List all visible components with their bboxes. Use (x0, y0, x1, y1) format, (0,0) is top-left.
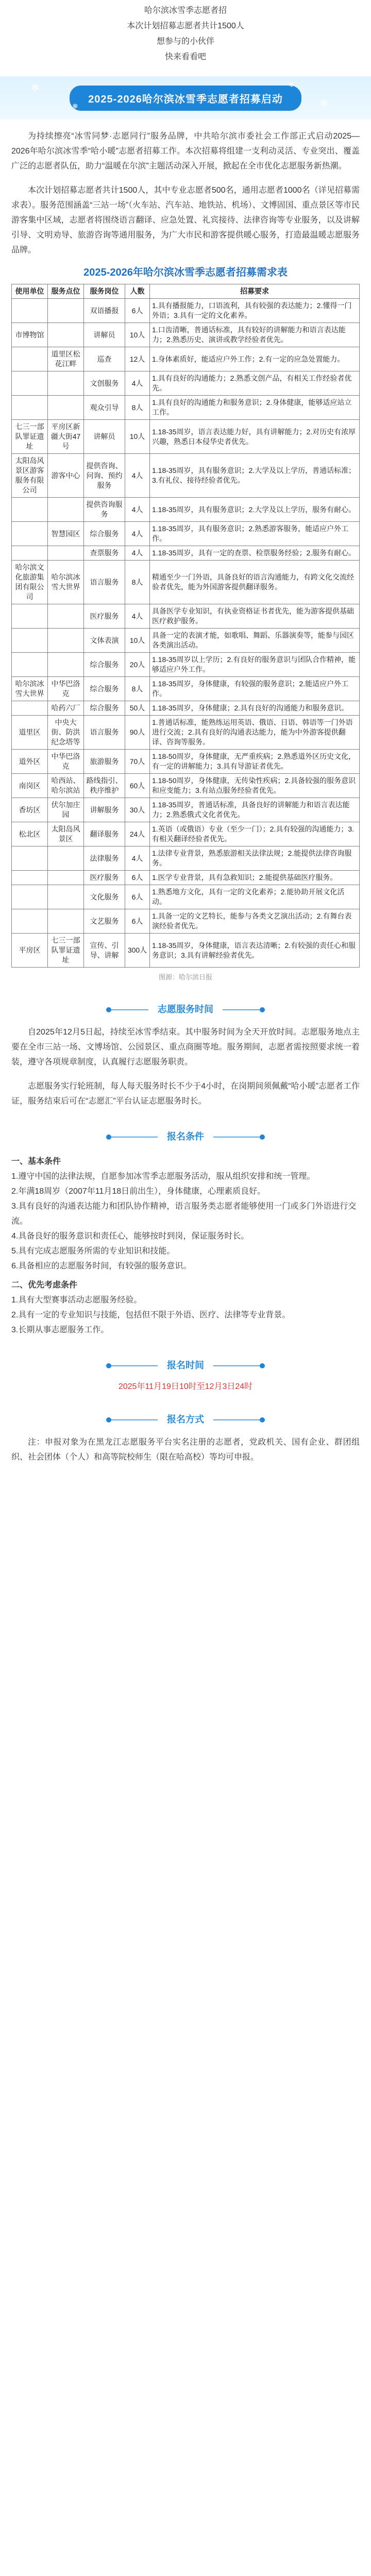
table-cell-post: 综合服务 (84, 701, 125, 716)
table-cell-unit: 哈尔滨文化旅游集团有限公司 (12, 561, 48, 604)
table-cell-point: 七三一部队罪证遗址 (48, 934, 84, 968)
table-cell-unit: 香坊区 (12, 798, 48, 822)
table-cell-count: 30人 (125, 798, 150, 822)
table-row (12, 716, 360, 750)
table-row (12, 677, 360, 701)
table-cell-unit (12, 871, 48, 885)
table-cell-unit: 太阳岛风景区游客服务有限公司 (12, 454, 48, 498)
list-item: 5.具有完成志愿服务所需的专业知识和技能。 (11, 1247, 175, 1256)
table-cell-req: 精通至少一门外语，具备良好的语言沟通能力，有跨文化交流经验者优先，能为外国游客提供翻译服务。 (150, 561, 360, 604)
table-cell-req: 1.18-50周岁，身体健康，无严重疾病；2.熟悉道外区历史文化，有一定的讲解能力；3.具有导游证者优先。 (150, 750, 360, 774)
table-cell-unit: 平房区 (12, 934, 48, 968)
table-cell-point: 哈药六厂 (48, 701, 84, 716)
table-cell-req: 1.具有播报能力，口语流利，具有较强的表达能力；2.懂得一门外语；3.具有一定的文化素养。 (150, 299, 360, 323)
table-cell-unit (12, 347, 48, 371)
table-cell-req: 1.熟悉地方文化，具有一定的文化素养；2.能协助开展文化活动。 (150, 885, 360, 909)
table-cell-post: 讲解服务 (84, 798, 125, 822)
table-cell-req: 1.18-35周岁，身体健康，有较强的服务意识；2.能适应户外工作。 (150, 677, 360, 701)
table-cell-req: 1.英语（或俄语）专业（至少一门）；2.具有较强的沟通能力；3.有相关翻译经验者优先。 (150, 822, 360, 846)
paragraph: 本次计划招募志愿者共计1500人，其中专业志愿者500名，通用志愿者1000名（详见招募需求表）。服务范围涵盖“三站一场”（火车站、汽车站、地铁站、机场）、文博固国、重点景区等市民游客集中区域，志愿者将围绕语言翻译、应急处置、礼宾接待、法律咨询等专业服务，以及讲解引导、文明劝导、旅游咨询等通用服务，为广大市民和游客提供暖心服务，打造最温暖志愿服务品牌。 (11, 186, 360, 255)
table-row (12, 546, 360, 561)
table-cell-req: 1.身体素质好，能适应户外工作；2.有一定的应急处置能力。 (150, 347, 360, 371)
table-cell-point (48, 604, 84, 629)
table-cell-unit: 七三一部队罪证遗址 (12, 420, 48, 454)
table-cell-post: 宣传、引导、讲解 (84, 934, 125, 968)
table-row (12, 871, 360, 885)
table-cell-req: 1.具有良好的沟通能力；2.熟悉文创产品，有相关工作经验者优先。 (150, 371, 360, 396)
table-row (12, 701, 360, 716)
table-cell-point: 伏尔加庄园 (48, 798, 84, 822)
table-cell-point (48, 629, 84, 653)
intro-line: 本次计划招募志愿者共计1500人 (127, 22, 244, 30)
table-cell-count: 4人 (125, 522, 150, 546)
table-cell-point: 平房区新疆大街47号 (48, 420, 84, 454)
table-cell-unit (12, 846, 48, 871)
paragraph: 为持续擦亮“冰雪同梦·志愿同行”服务品牌，中共哈尔滨市委社会工作部正式启动2025—2026年哈尔滨冰雪季“哈小暖”志愿者招募工作。本次招募将组建一支利动灵活、专业突出、覆盖广泛的志愿者队伍，助力“温暖在尔滨”主题活动深入开展，掀起在全市优化志愿服务新热潮。 (11, 132, 360, 171)
section-header-time (108, 1002, 263, 1015)
table-cell-unit: 南岗区 (12, 774, 48, 798)
section-title: 报名方式 (158, 1412, 213, 1426)
table-row (12, 561, 360, 604)
table-cell-count: 6人 (125, 885, 150, 909)
table-cell-count: 10人 (125, 323, 150, 347)
table-cell-post: 文艺服务 (84, 909, 125, 934)
table-cell-req: 1.具备一定的文艺特长，能参与各类文艺演出活动；2.有舞台表演经验者优先。 (150, 909, 360, 934)
section-header-conditions (108, 1129, 263, 1143)
table-cell-count: 4人 (125, 546, 150, 561)
table-cell-unit (12, 546, 48, 561)
table-row (12, 798, 360, 822)
table-cell-unit (12, 396, 48, 420)
table-cell-count: 8人 (125, 396, 150, 420)
table-cell-count: 90人 (125, 716, 150, 750)
table-cell-req: 1.18-35周岁，身体健康，语言表达清晰；2.有较强的责任心和服务意识；3.具有讲解经验者优先。 (150, 934, 360, 968)
table-cell-req: 1.18-35周岁，具有服务意识；2.大学及以上学历，服务有耐心。 (150, 498, 360, 522)
conditions-list (0, 1143, 371, 1337)
table-cell-post: 文创服务 (84, 371, 125, 396)
table-cell-req: 1.普通话标准，能熟练运用英语、俄语、日语、韩语等一门外语进行交流；2.具有良好的沟通表达能力，能为中外游客提供翻译、咨询等服务。 (150, 716, 360, 750)
intro-line: 想参与的小伙伴 (156, 37, 214, 46)
table-cell-count: 6人 (125, 909, 150, 934)
table-row (12, 750, 360, 774)
table-row (12, 934, 360, 968)
table-row (12, 909, 360, 934)
table-row (12, 653, 360, 677)
table-cell-point: 智慧园区 (48, 522, 84, 546)
table-cell-point: 道里区松花江畔 (48, 347, 84, 371)
table-cell-post: 路线指引、秩序维护 (84, 774, 125, 798)
table-cell-req: 1.18-35周岁，普通话标准，具备良好的讲解能力和语言表达能力；2.熟悉俄式文化者优先。 (150, 798, 360, 822)
table-cell-req: 具备医学专业知识，有执业资格证书者优先，能为游客提供基础医疗救护服务。 (150, 604, 360, 629)
table-cell-point: 中央大街、防洪纪念塔等 (48, 716, 84, 750)
hero-banner (0, 76, 371, 120)
table-cell-count: 10人 (125, 420, 150, 454)
table-cell-count: 4人 (125, 604, 150, 629)
image-caption: 图源：哈尔滨日报 (158, 973, 212, 981)
table-cell-unit (12, 909, 48, 934)
section-header-reg-time (108, 1358, 263, 1371)
table-cell-req: 1.18-50周岁，身体健康，无传染性疾病；2.具备较强的服务意识和应变能力；3.有站点服务经验者优先。 (150, 774, 360, 798)
table-cell-post: 翻译服务 (84, 822, 125, 846)
list-item: 6.具备相应的志愿服务时间，有较强的服务意识。 (11, 1262, 192, 1270)
table-header-cell: 服务岗位 (84, 284, 125, 299)
table-cell-req: 1.18-35周岁以上学历；2.有良好的服务意识与团队合作精神，能够适应户外工作。 (150, 653, 360, 677)
table-cell-req: 1.18-35周岁，具有服务意识；2.大学及以上学历，普通话标准；3.有礼仪、接待经验者优先。 (150, 454, 360, 498)
table-row (12, 454, 360, 498)
table-cell-count: 12人 (125, 347, 150, 371)
table-cell-point (48, 299, 84, 323)
section-header-reg-method (108, 1412, 263, 1426)
table-cell-unit (12, 885, 48, 909)
table-cell-post: 医疗服务 (84, 604, 125, 629)
snowflake-icon: ❄ (31, 82, 40, 94)
table-cell-count: 60人 (125, 774, 150, 798)
table-cell-req: 1.医学专业背景，具有急救知识；2.能提供基础医疗服务。 (150, 871, 360, 885)
table-cell-count: 6人 (125, 871, 150, 885)
table-cell-point (48, 653, 84, 677)
snowflake-icon: ❄ (72, 102, 78, 110)
table-cell-post: 文体表演 (84, 629, 125, 653)
table-cell-unit (12, 522, 48, 546)
registration-date: 2025年11月19日10时至12月3日24时 (118, 1382, 253, 1391)
table-cell-post: 综合服务 (84, 653, 125, 677)
table-row (12, 885, 360, 909)
table-cell-unit: 道外区 (12, 750, 48, 774)
table-cell-count: 8人 (125, 561, 150, 604)
list-item: 4.具备良好的服务意识和责任心，能够按时到岗，保证服务时长。 (11, 1232, 249, 1241)
table-cell-unit (12, 653, 48, 677)
table-row (12, 629, 360, 653)
table-cell-post: 语言服务 (84, 561, 125, 604)
table-row (12, 774, 360, 798)
table-cell-req: 1.18-35周岁，身体健康；2.具有良好的沟通能力和服务意识。 (150, 701, 360, 716)
snowflake-icon: ❄ (319, 98, 328, 109)
table-header-row (12, 284, 360, 299)
table-row (12, 846, 360, 871)
list-item: 3.具有良好的沟通表达能力和团队协作精神，语言服务类志愿者能够使用一门或多门外语进行交流。 (11, 1202, 357, 1226)
table-cell-req: 1.18-35周岁，具有一定的查票、检票服务经验；2.服务有耐心。 (150, 546, 360, 561)
section-title: 志愿服务时间 (148, 1002, 223, 1015)
paragraph: 志愿服务实行轮班制，每人每天服务时长不少于4小时，在岗期间须佩戴“哈小暖”志愿者工作证，服务结束后可在“志愿汇”平台认证志愿服务时长。 (11, 1082, 360, 1106)
table-cell-post: 语言服务 (84, 716, 125, 750)
table-cell-point (48, 909, 84, 934)
table-row (12, 371, 360, 396)
table-header-cell: 服务点位 (48, 284, 84, 299)
section-title: 报名时间 (158, 1358, 213, 1371)
table-cell-post: 医疗服务 (84, 871, 125, 885)
table-cell-count: 70人 (125, 750, 150, 774)
intro-line: 哈尔滨冰雪季志愿者招 (144, 6, 227, 15)
table-row (12, 347, 360, 371)
list-item: 1.遵守中国的法律法规，自愿参加冰雪季志愿服务活动，服从组织安排和统一管理。 (11, 1172, 315, 1181)
table-cell-point (48, 846, 84, 871)
table-body (12, 299, 360, 968)
table-cell-post: 讲解员 (84, 420, 125, 454)
table-cell-post: 查票服务 (84, 546, 125, 561)
table-cell-point: 太阳岛风景区 (48, 822, 84, 846)
table-cell-count: 24人 (125, 822, 150, 846)
table-cell-count: 20人 (125, 653, 150, 677)
table-row (12, 420, 360, 454)
list-item: 2.具有一定的专业知识与技能，包括但不限于外语、医疗、法律等专业背景。 (11, 1311, 291, 1319)
table-cell-count: 300人 (125, 934, 150, 968)
table-cell-count: 4人 (125, 846, 150, 871)
table-cell-req: 1.口齿清晰，普通话标准，具有较好的讲解能力和语言表达能力；2.熟悉历史、演讲或教学经验者优先。 (150, 323, 360, 347)
table-cell-unit (12, 629, 48, 653)
paragraph: 自2025年12月5日起，持续至冰雪季结束。其中服务时间为全天开放时间。志愿服务地点主要在全市三站一场、文博场馆、公园景区、重点商圈等地。服务期间，志愿者需按照要求统一着装，遵守各项规章制度，认真履行志愿服务职责。 (11, 1028, 360, 1066)
table-cell-unit (12, 701, 48, 716)
table-cell-count: 50人 (125, 701, 150, 716)
table-header-cell: 人数 (125, 284, 150, 299)
table-cell-count: 8人 (125, 677, 150, 701)
table-cell-post: 综合服务 (84, 677, 125, 701)
table-cell-unit (12, 299, 48, 323)
table-cell-unit: 道里区 (12, 716, 48, 750)
table-row (12, 604, 360, 629)
table-cell-count: 4人 (125, 498, 150, 522)
table-cell-point (48, 323, 84, 347)
table-cell-count: 4人 (125, 454, 150, 498)
table-cell-point (48, 871, 84, 885)
table-cell-point (48, 371, 84, 396)
table-cell-req: 1.18-35周岁，具有服务意识；2.熟悉游客服务，能适应户外工作。 (150, 522, 360, 546)
table-header-cell: 使用单位 (12, 284, 48, 299)
table-cell-post: 讲解员 (84, 323, 125, 347)
intro (0, 0, 371, 65)
table-cell-point (48, 885, 84, 909)
intro-line: 快来看看吧 (164, 53, 206, 61)
subsection-title: 二、优先考虑条件 (11, 1281, 78, 1290)
paragraph: 注：申报对象为在黑龙江志愿服务平台实名注册的志愿者，党政机关、国有企业、群团组织、社会团体（个人）和高等院校师生（限在哈高校）等均可申报。 (11, 1438, 360, 1462)
table-cell-req: 1.具有良好的沟通能力和服务意识；2.身体健康，能够适应站立工作。 (150, 396, 360, 420)
table-cell-count: 10人 (125, 629, 150, 653)
table-cell-post: 文化服务 (84, 885, 125, 909)
hero-title: 2025-2026哈尔滨冰雪季志愿者招募启动 (70, 86, 301, 111)
table-cell-post: 巡查 (84, 347, 125, 371)
table-cell-req: 1.18-35周岁，语言表达能力好，具有讲解能力；2.对历史有浓厚兴趣，熟悉日本侵华史者优先。 (150, 420, 360, 454)
list-item: 3.长期从事志愿服务工作。 (11, 1326, 109, 1334)
table-row (12, 522, 360, 546)
table-row (12, 323, 360, 347)
list-item: 2.年满18周岁（2007年11月18日前出生），身体健康，心理素质良好。 (11, 1187, 266, 1196)
table-cell-point (48, 546, 84, 561)
table-row (12, 299, 360, 323)
table-cell-point: 中华巴洛克 (48, 677, 84, 701)
table-cell-post: 法律服务 (84, 846, 125, 871)
table-cell-point: 哈西站、哈尔滨站 (48, 774, 84, 798)
table-cell-unit (12, 371, 48, 396)
table-cell-req: 1.法律专业背景，熟悉旅游相关法律法规；2.能提供法律咨询服务。 (150, 846, 360, 871)
section-title: 报名条件 (158, 1129, 213, 1143)
list-item: 1.具有大型赛事活动志愿服务经验。 (11, 1296, 142, 1304)
table-row (12, 498, 360, 522)
table-cell-point (48, 498, 84, 522)
subsection-title: 一、基本条件 (11, 1157, 61, 1166)
table-cell-post: 综合服务 (84, 522, 125, 546)
table-cell-post: 提供咨询服务 (84, 498, 125, 522)
table-cell-post: 提供咨询、问询、预约服务 (84, 454, 125, 498)
table-cell-point: 中华巴洛克 (48, 750, 84, 774)
table-cell-post: 双语播报 (84, 299, 125, 323)
table-cell-post: 旅游服务 (84, 750, 125, 774)
recruitment-table (11, 284, 360, 968)
table-cell-point: 哈尔滨冰雪大世界 (48, 561, 84, 604)
table-cell-point: 游客中心 (48, 454, 84, 498)
table-header-cell: 招募要求 (150, 284, 360, 299)
table-cell-point (48, 396, 84, 420)
table-cell-unit: 哈尔滨冰雪大世界 (12, 677, 48, 701)
table-row (12, 396, 360, 420)
table-cell-count: 4人 (125, 371, 150, 396)
table-cell-unit: 市博物馆 (12, 323, 48, 347)
table-cell-req: 具备一定的表演才能，如歌唱、舞蹈、乐器演奏等，能参与园区各类演出活动。 (150, 629, 360, 653)
table-cell-count: 6人 (125, 299, 150, 323)
table-cell-unit (12, 604, 48, 629)
table-cell-unit: 松北区 (12, 822, 48, 846)
table-cell-post: 观众引导 (84, 396, 125, 420)
table-row (12, 822, 360, 846)
table-title: 2025-2026年哈尔滨冰雪季志愿者招募需求表 (83, 267, 288, 278)
table-cell-unit (12, 498, 48, 522)
snowflake-icon: ❄ (289, 80, 295, 89)
